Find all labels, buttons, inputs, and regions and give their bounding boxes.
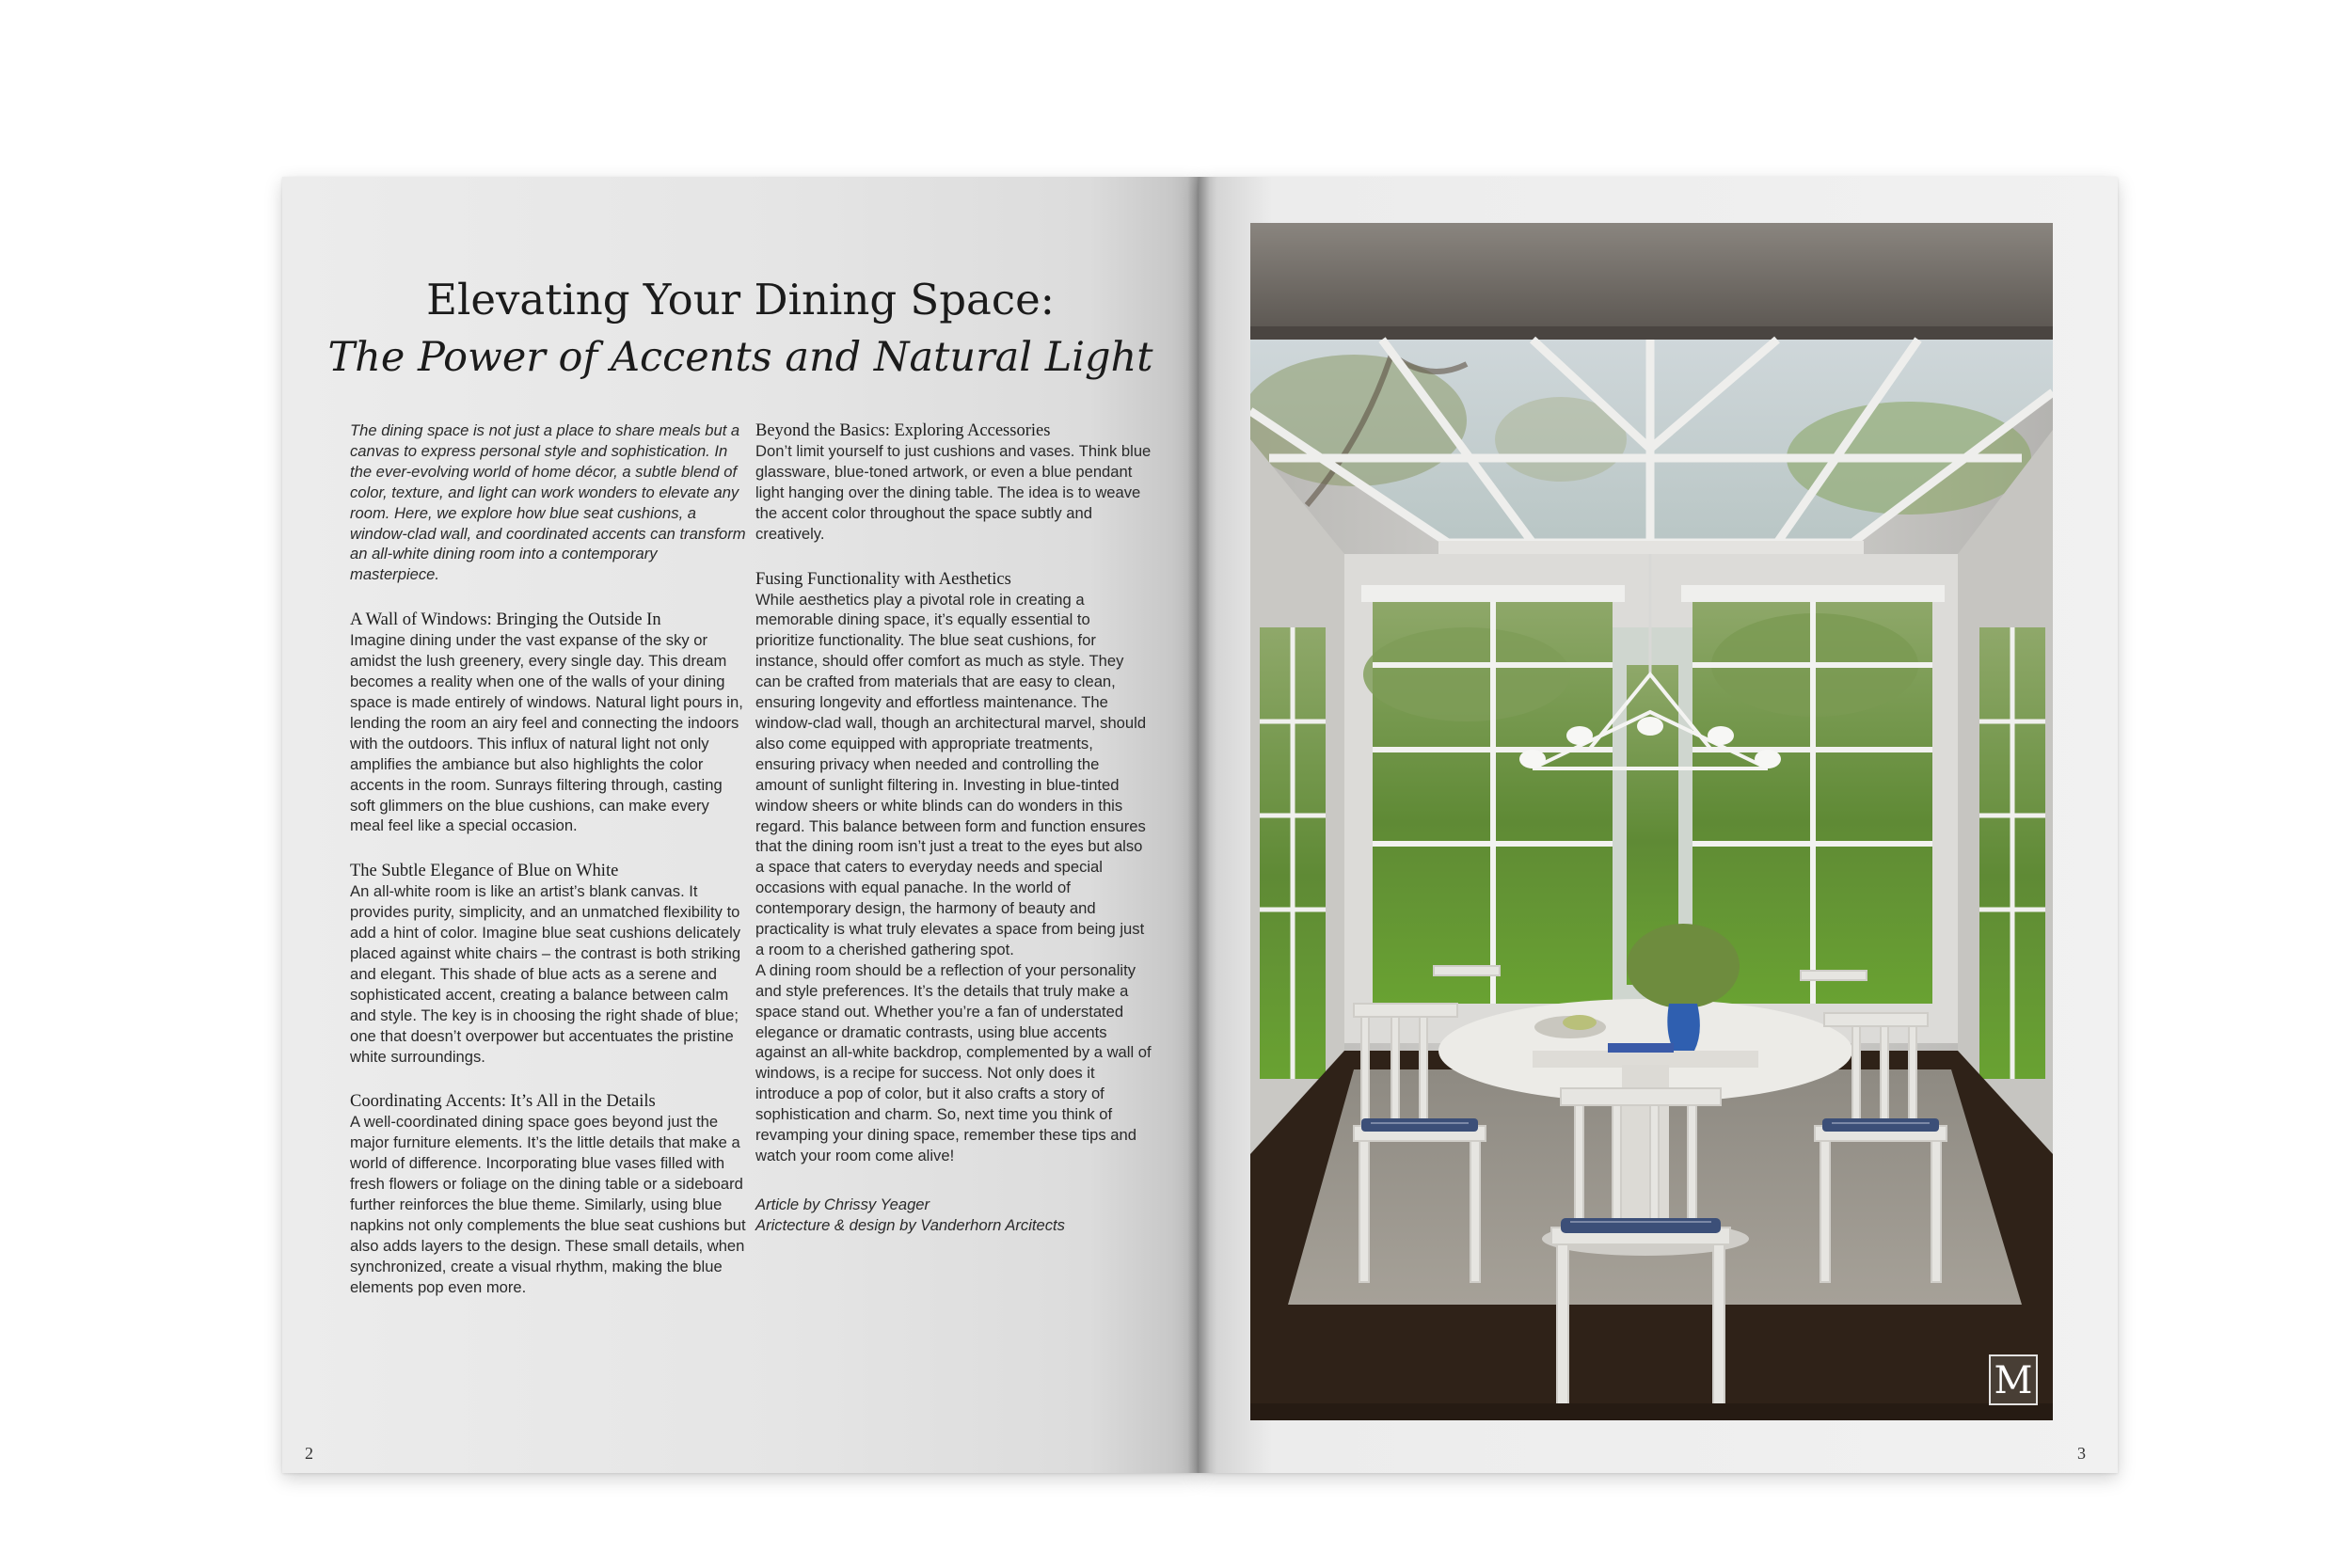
magazine-monogram-logo: M [1989,1354,2038,1405]
article-closing: A dining room should be a reflection of your personality and style preferences. It’s the details that truly make a space stand out. Whether you’re a fan of understated elegance or dramatic contrasts, using blue accents against an all-white backdrop, complemented by a wall of windows, is a recipe for success. Not only does it introduce a pop of color, but it also crafts a story of sophistication and charm. So, next time you think of revamping your dining space, remember these tips and watch your room come alive! [755,960,1152,1164]
section-heading: A Wall of Windows: Bringing the Outside In [350,610,661,630]
author-credit: Article by Chrissy Yeager [755,1195,930,1213]
article-section [350,861,747,1067]
article-section [755,569,1152,960]
article-section [350,1091,747,1297]
section-body: Imagine dining under the vast expanse of the sky or amidst the lush greenery, every single day. This dream becomes a reality when one of the walls of your dining space is made entirely of windows. Natural light pours in, lending the room an airy feel and connecting the indoors with the outdoors. This influx of natural light not only amplifies the ambiance but also highlights the color accents in the room. Sunrays filtering through, casting soft glimmers on the blue cushions, can make every meal feel like a special occasion. [350,631,743,835]
photo-illustration [1250,223,2053,1420]
article-credits [755,1195,1152,1236]
article-subtitle: The Power of Accents and Natural Light [327,334,1153,381]
article-section [755,420,1152,545]
article-title: Elevating Your Dining Space: [426,275,1055,325]
page-number-right: 3 [2077,1444,2086,1463]
article-section [350,610,747,836]
section-body: An all-white room is like an artist’s blank canvas. It provides purity, simplicity, and an unmatched flexibility to add a hint of color. Imagine blue seat cushions delicately placed against white chairs – the contrast is both striking and elegant. This shade of blue acts as a serene and sophisticated accent, creating a balance between calm and style. The key is in choosing the right shade of blue; one that doesn’t overpower but accentuates the pristine white surroundings. [350,882,741,1066]
section-body: A well-coordinated dining space goes beyond just the major furniture elements. It’s the little details that make a world of difference. Incorporating blue vases filled with fresh flowers or foliage on the dining table or a sideboard further reinforces the blue theme. Similarly, using blue napkins not only complements the blue seat cushions but also adds layers to the design. These small details, when synchronized, create a visual rhythm, making the blue elements pop even more. [350,1113,746,1296]
page-number-left: 2 [305,1444,313,1463]
section-body: While aesthetics play a pivotal role in creating a memorable dining space, it’s equally essential to prioritize functionality. The blue seat cushions, for instance, should offer comfort as much as style. They can be crafted from materials that are easy to clean, ensuring longevity and effortless maintenance. The window-clad wall, though an architectural marvel, should also come equipped with appropriate treatments, ensuring privacy when needed and controlling the amount of sunlight filtering in. Investing in blue-tinted window sheers or white blinds can do wonders in this regard. This balance between form and function ensures that the dining room isn’t just a treat to the eyes but also a space that caters to everyday needs and special occasions with equal panache. In the world of contemporary design, the harmony of beauty and practicality is what truly elevates a space from being just a room to a cherished gathering spot. [755,590,1147,958]
section-heading: Coordinating Accents: It’s All in the Details [350,1092,656,1112]
article-intro: The dining space is not just a place to share meals but a canvas to express personal style and sophistication. In the ever-evolving world of home décor, a subtle blend of color, texture, and light can work wonders to elevate any room. Here, we explore how blue seat cushions, a window-clad wall, and coordinated accents can transform an all-white dining room into a contemporary masterpiece. [350,421,746,584]
dining-room-photo [1250,223,2053,1420]
section-heading: Beyond the Basics: Exploring Accessories [755,421,1051,440]
text-column-right [755,420,1152,1236]
section-heading: The Subtle Elegance of Blue on White [350,862,619,881]
text-column-left [350,420,747,1298]
section-heading: Fusing Functionality with Aesthetics [755,569,1011,589]
section-body: Don’t limit yourself to just cushions and vases. Think blue glassware, blue-toned artwork, or even a blue pendant light hanging over the dining table. The idea is to weave the accent color throughout the space subtly and creatively. [755,442,1152,543]
design-credit: Arictecture & design by Vanderhorn Arcitects [755,1215,1065,1234]
